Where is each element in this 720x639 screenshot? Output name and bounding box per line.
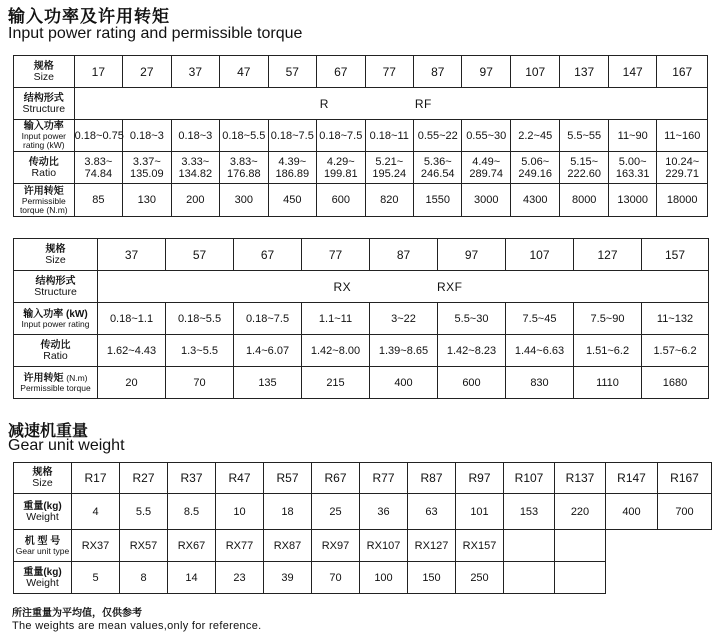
weight2-cell: 250 [456, 562, 504, 594]
unit-type-cell: RX127 [408, 530, 456, 562]
unit-type-cell: RX77 [216, 530, 264, 562]
weight2-row [14, 562, 712, 594]
size-cell: 77 [302, 239, 370, 271]
weight2-cell: 39 [264, 562, 312, 594]
weight-cell: 220 [555, 494, 606, 530]
ratio-cell: 1.42~8.23 [438, 335, 506, 367]
empty-cell [504, 530, 555, 562]
weight-table [13, 462, 712, 594]
ratio-cell: 5.00~ 163.31 [608, 152, 656, 184]
unit-type-cell: RX107 [360, 530, 408, 562]
torque-cell: 1550 [414, 184, 462, 217]
size-cell: 87 [370, 239, 438, 271]
torque-cell: 1110 [574, 367, 642, 399]
size-cell: R67 [312, 463, 360, 494]
weight-cell: 10 [216, 494, 264, 530]
weight2-cell: 100 [360, 562, 408, 594]
torque-header: 许用转矩 Permissible torque (N.m) [14, 184, 75, 217]
ratio-cell: 3.83~ 176.88 [220, 152, 268, 184]
torque-cell: 830 [506, 367, 574, 399]
size-cell: 107 [510, 56, 559, 88]
weight2-cell: 23 [216, 562, 264, 594]
power-cell: 0.18~11 [365, 120, 413, 152]
unit-type-cell: RX157 [456, 530, 504, 562]
ratio-cell: 5.21~ 195.24 [365, 152, 413, 184]
torque-cell: 70 [166, 367, 234, 399]
ratio-cell: 1.42~8.00 [302, 335, 370, 367]
empty-cell [555, 530, 606, 562]
power-cell: 0.55~30 [462, 120, 510, 152]
size-cell: R167 [658, 463, 712, 494]
weight-cell: 700 [658, 494, 712, 530]
size-cell: 67 [317, 56, 365, 88]
power-cell: 0.18~7.5 [268, 120, 316, 152]
size-cell: 37 [171, 56, 219, 88]
ratio-cell: 4.29~ 199.81 [317, 152, 365, 184]
unit-type-cell: RX87 [264, 530, 312, 562]
size-row [14, 239, 709, 271]
ratio-cell: 4.39~ 186.89 [268, 152, 316, 184]
ratio-cell: 3.33~ 134.82 [171, 152, 219, 184]
torque-cell: 85 [74, 184, 122, 217]
power-cell: 2.2~45 [510, 120, 559, 152]
torque-cell: 820 [365, 184, 413, 217]
torque-cell: 600 [438, 367, 506, 399]
ratio-header: 传动比 Ratio [14, 152, 75, 184]
structure-header: 结构形式 Structure [14, 88, 75, 120]
power-cell: 5.5~30 [438, 303, 506, 335]
ratio-cell: 1.3~5.5 [166, 335, 234, 367]
ratio-cell: 3.83~ 74.84 [74, 152, 122, 184]
power-cell: 0.55~22 [414, 120, 462, 152]
power-row [14, 120, 708, 152]
ratio-cell: 1.39~8.65 [370, 335, 438, 367]
weight-section-title-en: Gear unit weight [8, 437, 125, 454]
size-cell: R47 [216, 463, 264, 494]
power-cell: 3~22 [370, 303, 438, 335]
unit-type-cell: RX37 [72, 530, 120, 562]
power-cell: 11~132 [642, 303, 709, 335]
size-cell: 97 [438, 239, 506, 271]
torque-cell: 600 [317, 184, 365, 217]
size-cell: 157 [642, 239, 709, 271]
power-cell: 0.18~3 [171, 120, 219, 152]
power-row [14, 303, 709, 335]
ratio-cell: 3.37~ 135.09 [123, 152, 171, 184]
weight-cell: 4 [72, 494, 120, 530]
weight-cell: 18 [264, 494, 312, 530]
size-cell: 97 [462, 56, 510, 88]
power-cell: 1.1~11 [302, 303, 370, 335]
torque-cell: 20 [98, 367, 166, 399]
power-cell: 0.18~0.75 [74, 120, 122, 152]
weight2-cell: 8 [120, 562, 168, 594]
size-cell: 47 [220, 56, 268, 88]
page-title-en: Input power rating and permissible torque [8, 25, 303, 42]
size-cell: 107 [506, 239, 574, 271]
unit-type-header: 机 型 号 Gear unit type [14, 530, 72, 562]
structure-row [14, 88, 708, 120]
blank-cell [658, 562, 712, 594]
empty-cell [555, 562, 606, 594]
size-cell: 37 [98, 239, 166, 271]
torque-cell: 4300 [510, 184, 559, 217]
torque-cell: 18000 [657, 184, 708, 217]
ratio-row [14, 335, 709, 367]
ratio-cell: 1.62~4.43 [98, 335, 166, 367]
weight-cell: 25 [312, 494, 360, 530]
weight2-cell: 150 [408, 562, 456, 594]
power-cell: 0.18~5.5 [220, 120, 268, 152]
torque-cell: 130 [123, 184, 171, 217]
torque-cell: 200 [171, 184, 219, 217]
torque-cell: 450 [268, 184, 316, 217]
structure-value: RX RXF [98, 271, 709, 303]
torque-cell: 1680 [642, 367, 709, 399]
ratio-cell: 10.24~ 229.71 [657, 152, 708, 184]
blank-cell [606, 562, 658, 594]
r-series-table [13, 55, 708, 217]
size-cell: 77 [365, 56, 413, 88]
power-cell: 11~90 [608, 120, 656, 152]
ratio-cell: 5.15~ 222.60 [560, 152, 608, 184]
torque-row [14, 184, 708, 217]
torque-cell: 400 [370, 367, 438, 399]
size-cell: 127 [574, 239, 642, 271]
ratio-cell: 1.44~6.63 [506, 335, 574, 367]
weight-header: 重量(kg) Weight [14, 494, 72, 530]
weight-cell: 36 [360, 494, 408, 530]
power-cell: 7.5~45 [506, 303, 574, 335]
size-cell: R87 [408, 463, 456, 494]
ratio-cell: 1.57~6.2 [642, 335, 709, 367]
empty-cell [504, 562, 555, 594]
footnote-en: The weights are mean values,only for reference. [12, 620, 262, 632]
ratio-cell: 4.49~ 289.74 [462, 152, 510, 184]
rx-series-table [13, 238, 709, 399]
torque-header: 许用转矩 (N.m) Permissible torque [14, 367, 98, 399]
torque-cell: 215 [302, 367, 370, 399]
weight-cell: 153 [504, 494, 555, 530]
torque-cell: 13000 [608, 184, 656, 217]
size-cell: 147 [608, 56, 656, 88]
blank-cell [606, 530, 658, 562]
size-cell: 57 [166, 239, 234, 271]
unit-type-cell: RX67 [168, 530, 216, 562]
power-cell: 0.18~1.1 [98, 303, 166, 335]
size-cell: R107 [504, 463, 555, 494]
ratio-cell: 5.36~ 246.54 [414, 152, 462, 184]
unit-type-cell: RX97 [312, 530, 360, 562]
size-cell: 57 [268, 56, 316, 88]
unit-type-cell: RX57 [120, 530, 168, 562]
power-cell: 0.18~3 [123, 120, 171, 152]
power-header: 输入功率 Input power rating (kW) [14, 120, 75, 152]
power-cell: 11~160 [657, 120, 708, 152]
power-cell: 0.18~7.5 [317, 120, 365, 152]
size-cell: R37 [168, 463, 216, 494]
footnote-cn: 所注重量为平均值，仅供参考 [12, 608, 142, 619]
size-cell: 67 [234, 239, 302, 271]
torque-cell: 135 [234, 367, 302, 399]
size-cell: 87 [414, 56, 462, 88]
power-cell: 0.18~7.5 [234, 303, 302, 335]
torque-cell: 300 [220, 184, 268, 217]
structure-header: 结构形式 Structure [14, 271, 98, 303]
page-title-cn: 输入功率及许用转矩 [8, 7, 170, 26]
ratio-cell: 1.4~6.07 [234, 335, 302, 367]
size-row [14, 56, 708, 88]
weight-cell: 400 [606, 494, 658, 530]
unit-type-row [14, 530, 712, 562]
weight-section-title-cn: 减速机重量 [8, 423, 89, 440]
size-cell: R57 [264, 463, 312, 494]
structure-value: R RF [74, 88, 707, 120]
ratio-header: 传动比 Ratio [14, 335, 98, 367]
size-header: 规格 Size [14, 56, 75, 88]
size-cell: R97 [456, 463, 504, 494]
torque-row [14, 367, 709, 399]
size-cell: 167 [657, 56, 708, 88]
weight-cell: 101 [456, 494, 504, 530]
size-row [14, 463, 712, 494]
power-cell: 0.18~5.5 [166, 303, 234, 335]
power-cell: 7.5~90 [574, 303, 642, 335]
weight-cell: 8.5 [168, 494, 216, 530]
size-cell: 137 [560, 56, 608, 88]
ratio-row [14, 152, 708, 184]
ratio-cell: 5.06~ 249.16 [510, 152, 559, 184]
size-header: 规格 Size [14, 239, 98, 271]
size-cell: R17 [72, 463, 120, 494]
size-cell: R77 [360, 463, 408, 494]
size-cell: R27 [120, 463, 168, 494]
size-cell: R147 [606, 463, 658, 494]
weight-cell: 63 [408, 494, 456, 530]
torque-cell: 3000 [462, 184, 510, 217]
weight2-header: 重量(kg) Weight [14, 562, 72, 594]
blank-cell [658, 530, 712, 562]
power-cell: 5.5~55 [560, 120, 608, 152]
weight2-cell: 14 [168, 562, 216, 594]
ratio-cell: 1.51~6.2 [574, 335, 642, 367]
size-header: 规格 Size [14, 463, 72, 494]
torque-cell: 8000 [560, 184, 608, 217]
size-cell: 27 [123, 56, 171, 88]
size-cell: R137 [555, 463, 606, 494]
size-cell: 17 [74, 56, 122, 88]
structure-row [14, 271, 709, 303]
weight2-cell: 5 [72, 562, 120, 594]
weight2-cell: 70 [312, 562, 360, 594]
weight-cell: 5.5 [120, 494, 168, 530]
power-header: 输入功率 (kW) Input power rating [14, 303, 98, 335]
weight-row [14, 494, 712, 530]
